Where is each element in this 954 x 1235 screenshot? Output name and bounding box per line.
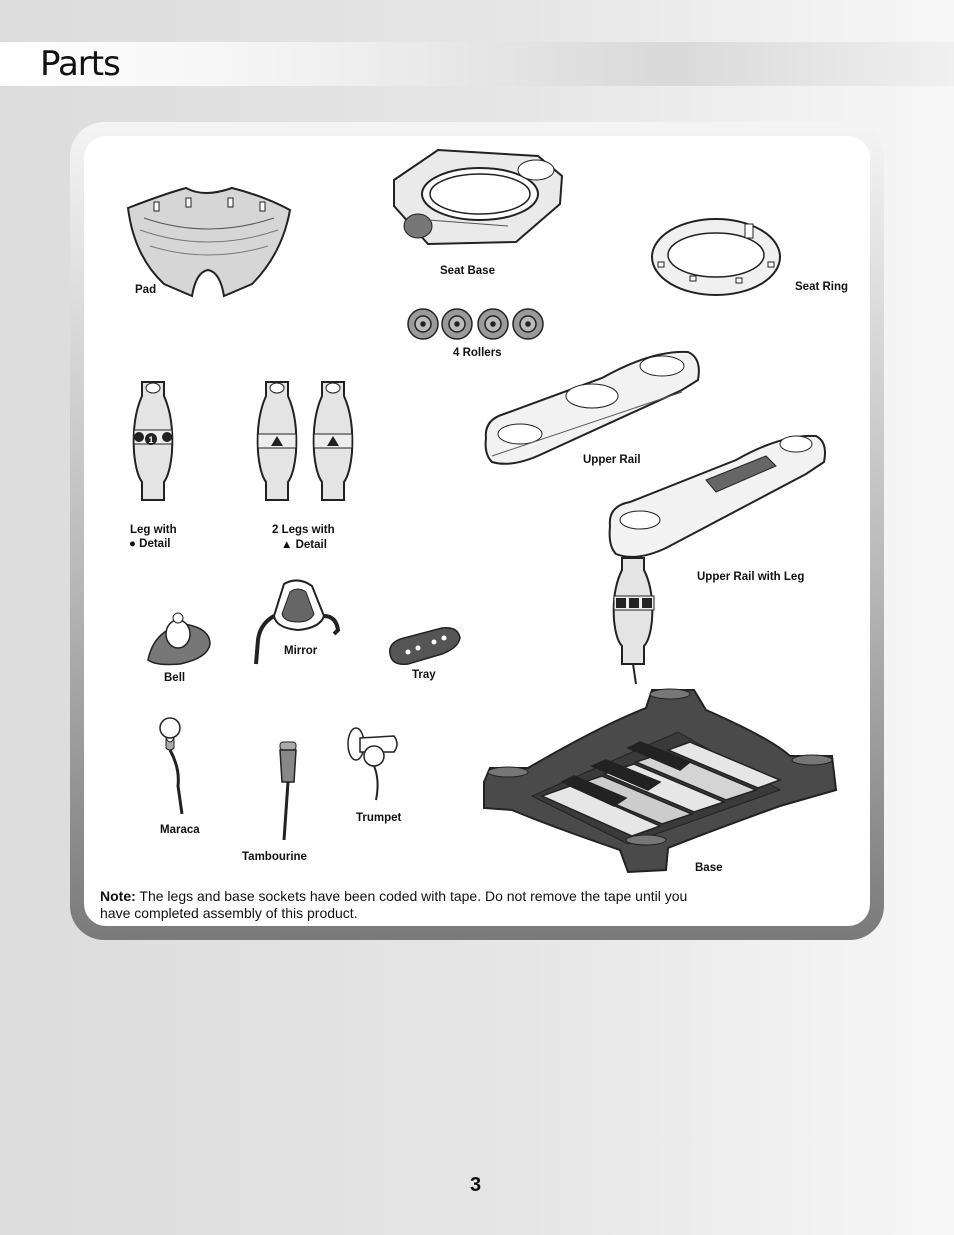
- legs-triangle-label-line2: ▲ Detail: [281, 539, 327, 551]
- upper-rail-with-leg-illustration: [606, 430, 828, 686]
- seat-ring-label: Seat Ring: [795, 281, 849, 293]
- bell-illustration: [144, 610, 214, 666]
- note-text: The legs and base sockets have been coded with tape. Do not remove the tape until you have completed assembly of this product.: [100, 888, 688, 921]
- maraca-label: Maraca: [160, 824, 200, 836]
- maraca-illustration: [156, 716, 188, 816]
- bell-label: Bell: [164, 672, 186, 684]
- tambourine-label: Tambourine: [242, 851, 307, 863]
- pad-label: Pad: [135, 284, 157, 296]
- legs-triangle-illustration: [256, 378, 360, 510]
- base-illustration: [480, 686, 838, 874]
- seat-base-label: Seat Base: [440, 265, 495, 277]
- tray-label: Tray: [412, 669, 436, 681]
- mirror-label: Mirror: [284, 645, 318, 657]
- rollers-label: 4 Rollers: [453, 347, 502, 359]
- leg-circle-illustration: [130, 378, 176, 510]
- page-number: 3: [470, 1174, 482, 1196]
- note-label: Note:: [100, 888, 136, 904]
- upper-rail-label: Upper Rail: [583, 454, 641, 466]
- assembly-note: [100, 888, 700, 922]
- tray-illustration: [386, 624, 462, 668]
- base-label: Base: [695, 862, 723, 874]
- trumpet-illustration: [346, 724, 402, 802]
- seat-ring-illustration: [650, 212, 782, 298]
- title-bar: [0, 42, 954, 86]
- rollers-illustration: [406, 306, 546, 342]
- legs-triangle-label-line1: 2 Legs with: [272, 524, 335, 536]
- trumpet-label: Trumpet: [356, 812, 402, 824]
- upper-rail-with-leg-label: Upper Rail with Leg: [697, 571, 805, 583]
- page-title: Parts: [40, 44, 120, 84]
- leg-circle-label-line1: Leg with: [130, 524, 177, 536]
- leg-code-circle: 1: [148, 435, 154, 445]
- tambourine-illustration: [276, 740, 300, 842]
- seat-base-illustration: [388, 146, 570, 250]
- leg-circle-label-line2: ● Detail: [129, 538, 171, 550]
